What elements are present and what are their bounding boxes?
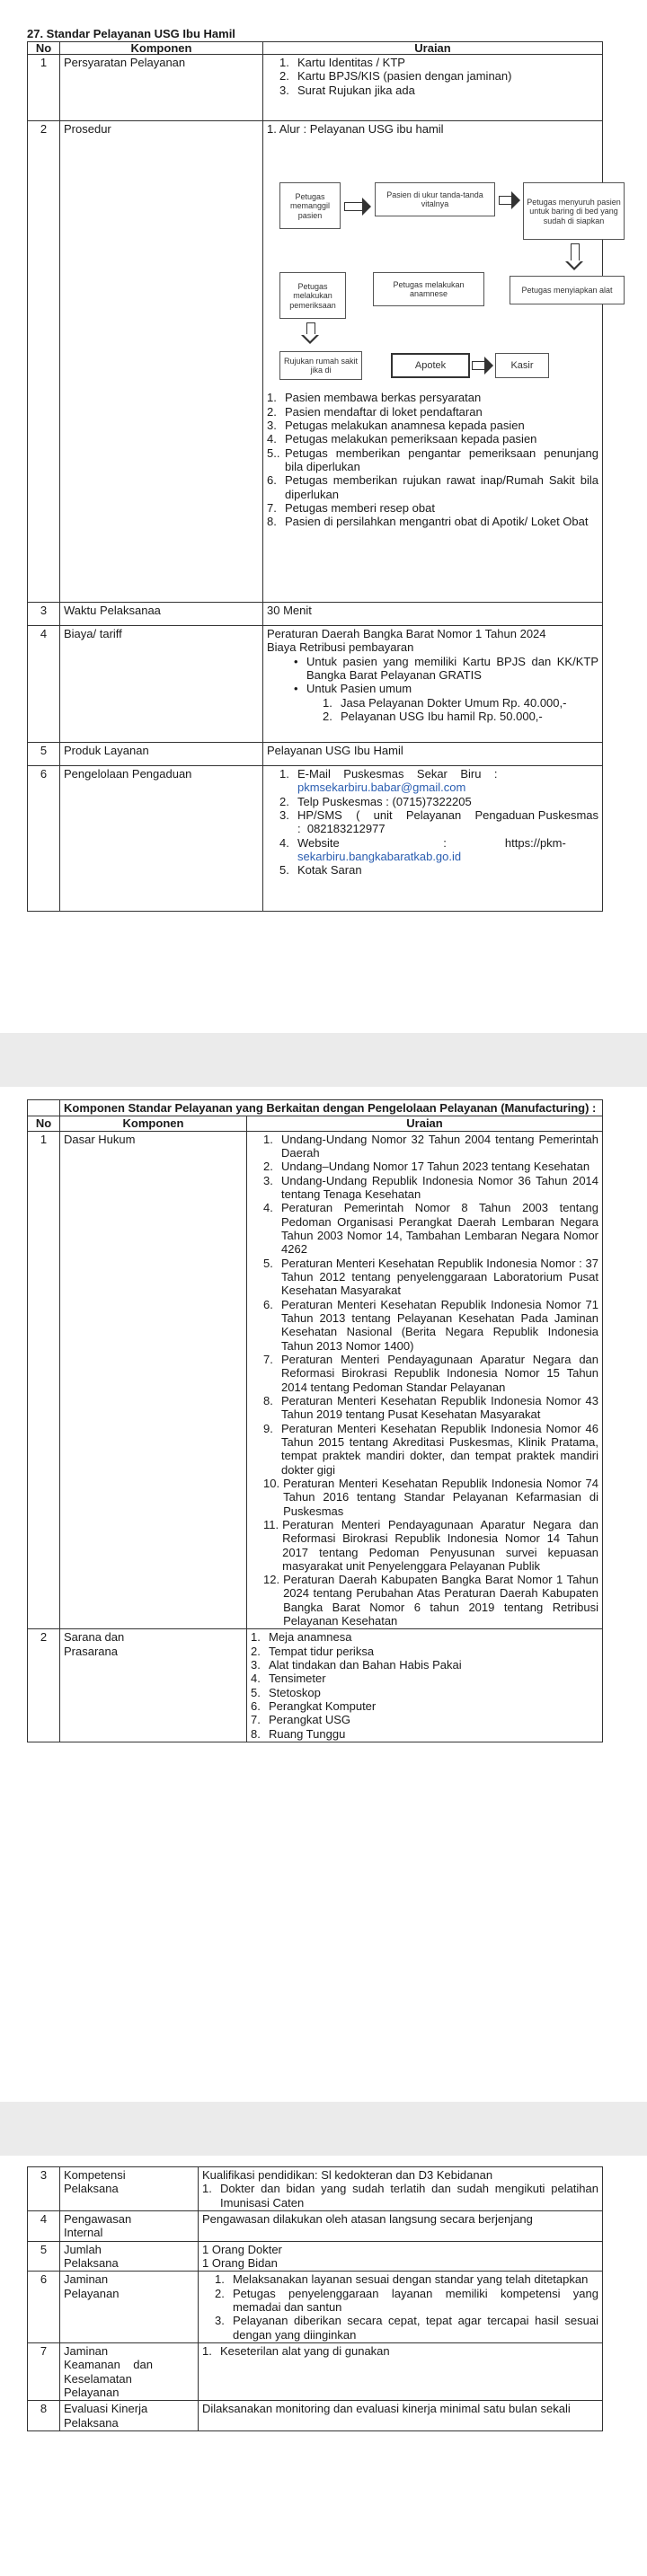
list-item: • Untuk Pasien umum (294, 682, 412, 696)
flow-box-vital-signs: Pasien di ukur tanda-tanda vitalnya (375, 182, 495, 216)
flow-box-referral: Rujukan rumah sakit jika di (279, 351, 362, 380)
list-item: 7. Petugas memberi resep obat (267, 500, 435, 515)
list-item: 3. Alat tindakan dan Bahan Habis Pakai (251, 1658, 462, 1672)
row-number: 3 (28, 603, 60, 626)
email-link[interactable]: pkmsekarbiru.babar@gmail.com (297, 781, 466, 795)
row-description (199, 2241, 603, 2272)
list-item: 5. Stetoskop (251, 1685, 321, 1699)
row-description (247, 1131, 603, 1629)
row-component: Prosedur (60, 121, 263, 603)
table-header-row (28, 1116, 603, 1131)
flow-box-bed: Petugas menyuruh pasien untuk baring di bed yang sudah di siapkan (523, 182, 625, 240)
list-item: 1. Undang-Undang Nomor 32 Tahun 2004 tentang Pemerintah Daerah (263, 1132, 599, 1160)
page-3 (0, 2156, 647, 2576)
list-item: 2. Pelayanan USG Ibu hamil Rp. 50.000,- (323, 709, 543, 723)
header-no: No (28, 1116, 60, 1131)
row-number: 5 (28, 2241, 60, 2272)
list-item: 1. Melaksanakan layanan sesuai dengan standar yang telah ditetapkan (215, 2272, 589, 2287)
flow-box-prepare-tools: Petugas menyiapkan alat (510, 276, 625, 304)
list-item: 3. Pelayanan diberikan secara cepat, tepat agar tercapai hasil sesuai dengan yang diinginkan (215, 2314, 598, 2342)
list-item: 2. Kartu BPJS/KIS (pasien dengan jaminan) (279, 69, 512, 84)
row-number: 6 (28, 2272, 60, 2343)
list-item: 6. Perangkat Komputer (251, 1699, 377, 1714)
row-number: 1 (28, 55, 60, 121)
suggestion-box-text: Kotak Saran (297, 863, 362, 878)
table-row (28, 2401, 603, 2431)
list-item: 5.. Petugas memberikan pengantar pemeriksaan penunjang bila diperlukan (267, 446, 598, 473)
row-number: 2 (28, 1629, 60, 1742)
list-item: 4. Petugas melakukan pemeriksaan kepada pasien (267, 432, 537, 446)
list-item: 1. Jasa Pelayanan Dokter Umum Rp. 40.000,- (323, 695, 567, 710)
row-description (199, 2272, 603, 2343)
list-item: 2. Tempat tidur periksa (251, 1644, 375, 1658)
list-item: 4. Website : https://pkm- sekarbiru.bangkabaratkab.go.id (279, 835, 566, 863)
list-item: 5. Peraturan Menteri Kesehatan Republik Indonesia Nomor : 37 Tahun 2012 tentang penyelenggaraan Laboratorium Pusat Kesehatan Masyarakat (263, 1256, 599, 1298)
row-number: 4 (28, 626, 60, 743)
manufacturing-standard-table (27, 1099, 603, 1742)
header-uraian: Uraian (263, 42, 603, 55)
row-description (199, 2167, 603, 2211)
page-2 (0, 1087, 647, 2102)
list-item: 1. Keseterilan alat yang di gunakan (202, 2343, 390, 2358)
sms-text: HP/SMS ( unit Pelayanan Pengaduan Puskesmas : 082183212977 (297, 807, 602, 836)
list-item: 2. Pasien mendaftar di loket pendaftaran (267, 404, 483, 419)
row-description (263, 766, 603, 912)
row-description: Pelayanan USG Ibu Hamil (263, 743, 603, 766)
email-label: E-Mail Puskesmas Sekar Biru : (297, 767, 498, 781)
list-item: • Untuk pasien yang memiliki Kartu BPJS dan KK/KTP Bangka Barat Pelayanan GRATIS (294, 654, 598, 682)
list-item: 3. HP/SMS ( unit Pelayanan Pengaduan Puskesmas : 082183212977 (279, 807, 602, 836)
row-component: Evaluasi Kinerja Pelaksana (60, 2401, 199, 2431)
website-label: Website : https://pkm- (297, 835, 566, 850)
row-number: 1 (28, 1131, 60, 1629)
website-link[interactable]: sekarbiru.bangkabaratkab.go.id (297, 849, 462, 863)
table-row (28, 2167, 603, 2211)
row-component: Pengelolaan Pengaduan (60, 766, 263, 912)
list-item: 2. Petugas penyelenggaraan layanan memiliki kompetensi yang memadai dan santun (215, 2286, 598, 2314)
row-component: Jaminan Pelayanan (60, 2272, 199, 2343)
service-standard-table (27, 41, 621, 912)
list-item: 6. Petugas memberikan rujukan rawat inap/Rumah Sakit bila diperlukan (267, 473, 598, 501)
row-component: Sarana dan Prasarana (60, 1629, 247, 1742)
list-item: 1. Meja anamnesa (251, 1630, 352, 1645)
qualification-text: Kualifikasi pendidikan: Sl kedokteran dan D3 Kebidanan (202, 2168, 493, 2182)
procedure-flowchart (267, 137, 626, 344)
row-component: Dasar Hukum (60, 1131, 247, 1629)
row-number: 4 (28, 2210, 60, 2241)
row-component: Waktu Pelaksanaa (60, 603, 263, 626)
table-row (28, 1131, 603, 1629)
staff-doctor: 1 Orang Dokter (202, 2242, 282, 2256)
table-header-row (28, 42, 603, 55)
row-component: Jaminan Keamanan dan Keselamatan Pelayanan (60, 2342, 199, 2400)
arrow-right-icon (344, 202, 362, 211)
header-komponen: Komponen (60, 1116, 247, 1131)
page-gap (0, 2102, 647, 2156)
row-description (247, 1629, 603, 1742)
list-item: 12. Peraturan Daerah Kabupaten Bangka Barat Nomor 1 Tahun 2024 tentang Perubahan Atas Peraturan Daerah Kabupaten Bangka Barat Nomor 6 tahun 2019 tentang Retribusi Pelayanan Kesehatan (263, 1573, 599, 1628)
table-row (28, 766, 603, 912)
list-item: 3. Petugas melakukan anamnesa kepada pasien (267, 418, 525, 432)
table-row (28, 603, 603, 626)
list-item: 1. Dokter dan bidan yang sudah terlatih dan sudah mengikuti pelatihan Imunisasi Caten (202, 2182, 598, 2210)
list-item: 8. Pasien di persilahkan mengantri obat di Apotik/ Loket Obat (267, 515, 589, 529)
row-description: 30 Menit (263, 603, 603, 626)
phone-text: Telp Puskesmas : (0715)7322205 (297, 794, 472, 808)
table-row (28, 743, 603, 766)
table-row (28, 2210, 603, 2241)
implementation-table (27, 2166, 603, 2431)
list-item: 3. Surat Rujukan jika ada (279, 83, 415, 97)
flow-bottom-row (267, 348, 598, 385)
table-row (28, 2272, 603, 2343)
row-number: 8 (28, 2401, 60, 2431)
row-component: Persyaratan Pelayanan (60, 55, 263, 121)
flow-box-cashier: Kasir (495, 353, 549, 378)
arrow-right-icon (499, 196, 511, 205)
table-row (28, 1629, 603, 1742)
row-component: Jumlah Pelaksana (60, 2241, 199, 2272)
row-description (263, 55, 603, 121)
staff-midwife: 1 Orang Bidan (202, 2255, 278, 2270)
list-item: 2. Undang–Undang Nomor 17 Tahun 2023 tentang Kesehatan (263, 1160, 590, 1174)
arrow-down-icon (571, 243, 580, 261)
table-row (28, 2241, 603, 2272)
list-item: 4. Tensimeter (251, 1672, 326, 1686)
list-item: 2. Telp Puskesmas : (0715)7322205 (267, 795, 598, 808)
table-row (28, 2342, 603, 2400)
arrow-down-icon (306, 322, 315, 335)
flow-box-examination: Petugas melakukan pemeriksaan (279, 272, 346, 319)
flow-box-anamnese: Petugas melakukan anamnese (373, 272, 484, 306)
list-item: 7. Peraturan Menteri Pendayagunaan Aparatur Negara dan Reformasi Birokrasi Republik Indonesia Nomor 15 Tahun 2014 tentang Pedoman Standar Pelayanan (263, 1352, 599, 1394)
list-item: 3. Undang-Undang Republik Indonesia Nomor 36 Tahun 2014 tentang Tenaga Kesehatan (263, 1173, 599, 1201)
list-item: 1. Pasien membawa berkas persyaratan (267, 391, 482, 405)
manufacturing-title: Komponen Standar Pelayanan yang Berkaitan dengan Pengelolaan Pelayanan (Manufacturing) : (60, 1100, 603, 1116)
row-number: 7 (28, 2342, 60, 2400)
row-component: Biaya/ tariff (60, 626, 263, 743)
flow-box-pharmacy: Apotek (391, 353, 470, 378)
list-item: 1. E-Mail Puskesmas Sekar Biru : pkmsekarbiru.babar@gmail.com (279, 767, 498, 795)
row-description (199, 2342, 603, 2400)
row-description (263, 626, 603, 743)
header-uraian: Uraian (247, 1116, 603, 1131)
list-item: 1. Kartu Identitas / KTP (279, 56, 405, 69)
list-item: 8. Peraturan Menteri Kesehatan Republik Indonesia Nomor 43 Tahun 2019 tentang Pusat Kesehatan Masyarakat (263, 1393, 599, 1422)
list-item: 9. Peraturan Menteri Kesehatan Republik Indonesia Nomor 46 Tahun 2015 tentang Akreditasi Puskesmas, Klinik Pratama, tempat praktek mandiri dokter, dan tempat praktek mandiri dokter gigi (263, 1421, 599, 1477)
row-description: Pengawasan dilakukan oleh atasan langsung secara berjenjang (199, 2210, 603, 2241)
arrow-right-icon (472, 361, 484, 370)
list-item: 6. Peraturan Menteri Kesehatan Republik Indonesia Nomor 71 Tahun 2013 tentang Pelayanan Kesehatan Pada Jaminan Kesehatan Nasional (Berita Negara Republik Indonesia Tahun 2013 Nomor 1400) (263, 1297, 599, 1353)
row-number: 2 (28, 121, 60, 603)
row-description: Dilaksanakan monitoring dan evaluasi kinerja minimal satu bulan sekali (199, 2401, 603, 2431)
page-1 (0, 0, 647, 1033)
row-number: 6 (28, 766, 60, 912)
list-item: 5. Kotak Saran (267, 863, 598, 877)
row-component: Produk Layanan (60, 743, 263, 766)
list-item: 11. Peraturan Menteri Pendayagunaan Aparatur Negara dan Reformasi Birokrasi Republik Indonesia Nomor 14 Tahun 2017 tentang Pedoman Penyusunan survei kepuasan masyarakat unit Penyelenggara Pelayanan Publik (263, 1517, 599, 1573)
table-row (28, 626, 603, 743)
page-gap (0, 1033, 647, 1087)
section-title: 27. Standar Pelayanan USG Ibu Hamil (27, 27, 235, 40)
table-row (28, 55, 603, 121)
list-item: 10. Peraturan Menteri Kesehatan Republik Indonesia Nomor 74 Tahun 2016 tentang Standar Pelayanan Kefarmasian di Puskesmas (263, 1476, 599, 1518)
header-no: No (28, 42, 60, 55)
flow-box-call-patient: Petugas memanggil pasien (279, 182, 341, 229)
row-component: Pengawasan Internal (60, 2210, 199, 2241)
list-item: 4. Peraturan Pemerintah Nomor 8 Tahun 2003 tentang Pedoman Organisasi Perangkat Daerah Lembaran Negara Tahun 2003 Nomor 14, Tambahan Lembaran Negara Nomor 4262 (263, 1201, 599, 1257)
flow-heading: 1. Alur : Pelayanan USG ibu hamil (267, 122, 444, 136)
list-item: 7. Perangkat USG (251, 1713, 351, 1727)
row-description (263, 121, 621, 603)
tariff-label: Biaya Retribusi pembayaran (267, 640, 414, 655)
row-component: Kompetensi Pelaksana (60, 2167, 199, 2211)
table-row (28, 121, 603, 603)
row-number: 5 (28, 743, 60, 766)
tariff-regulation: Peraturan Daerah Bangka Barat Nomor 1 Tahun 2024 (267, 627, 546, 640)
list-item: 8. Ruang Tunggu (251, 1726, 346, 1741)
row-number: 3 (28, 2167, 60, 2211)
header-komponen: Komponen (60, 42, 263, 55)
